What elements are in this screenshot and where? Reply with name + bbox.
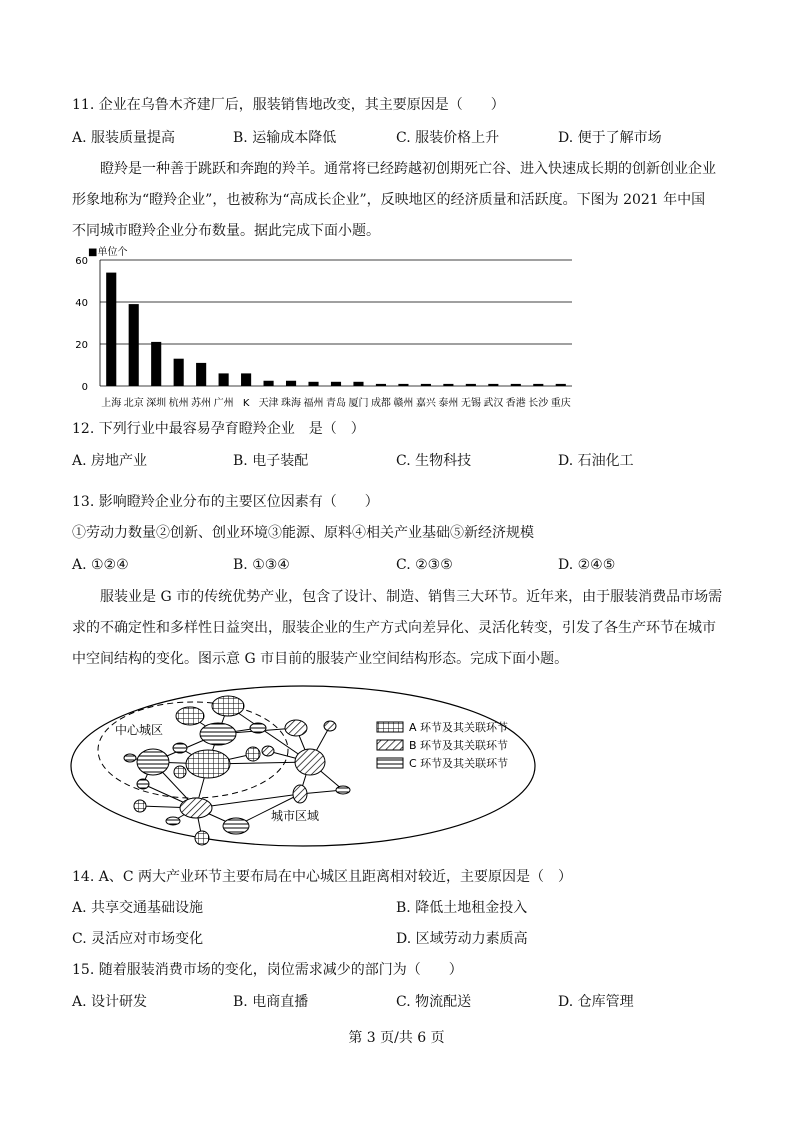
q14-option-d[interactable]: D. 区域劳动力素质高: [396, 931, 528, 947]
x-tick-label-12: 成都: [370, 398, 391, 409]
x-tick-label-13: 赣州: [393, 398, 414, 409]
q13-stem: 13. 影响瞪羚企业分布的主要区位因素有（ ）: [72, 494, 379, 510]
bar-19: [533, 384, 543, 386]
q14-stem: 14. A、C 两大产业环节主要布局在中心城区且距离相对较近，主要原因是（ ）: [72, 869, 572, 885]
legend-b-swatch: [377, 740, 403, 750]
q13-factors: ①劳动力数量②创新、创业环境③能源、原料④相关产业基础⑤新经济规模: [72, 525, 534, 541]
x-tick-label-20: 重庆: [550, 398, 571, 409]
q11-option-c[interactable]: C. 服装价格上升: [396, 130, 500, 146]
legend-c-label: C 环节及其关联环节: [409, 757, 509, 770]
x-tick-label-2: 深圳: [146, 398, 167, 409]
bar-12: [376, 384, 386, 386]
x-tick-label-4: 苏州: [191, 398, 212, 409]
x-tick-label-15: 泰州: [438, 398, 459, 409]
bar-20: [556, 384, 566, 386]
q15-option-c[interactable]: C. 物流配送: [396, 994, 472, 1010]
q15-option-b[interactable]: B. 电商直播: [233, 994, 309, 1010]
q13-option-a[interactable]: A. ①②④: [72, 557, 129, 573]
passage2-line-1: 服装业是 G 市的传统优势产业，包含了设计、制造、销售三大环节。近年来，由于服装消费品市场需: [100, 589, 723, 605]
y-tick-label-40: 40: [75, 298, 88, 309]
q11-option-d[interactable]: D. 便于了解市场: [558, 130, 662, 146]
legend-a-swatch: [377, 722, 403, 732]
bar-3: [174, 359, 184, 386]
q11-option-a[interactable]: A. 服装质量提高: [72, 130, 176, 146]
bar-9: [308, 382, 318, 386]
passage1-line-1: 瞪羚是一种善于跳跃和奔跑的羚羊。通常将已经跨越初创期死亡谷、进入快速成长期的创新创业企业: [100, 161, 716, 177]
garment-industry-spatial-diagram: [68, 678, 538, 848]
q15-option-a[interactable]: A. 设计研发: [72, 994, 148, 1010]
y-tick-label-20: 20: [75, 340, 88, 351]
bar-7: [264, 381, 274, 386]
bar-2: [151, 342, 161, 386]
bar-1: [129, 304, 139, 386]
bar-6: [241, 373, 251, 386]
q12-option-d[interactable]: D. 石油化工: [558, 453, 634, 469]
x-tick-label-18: 香港: [505, 398, 526, 409]
x-tick-label-11: 厦门: [348, 398, 369, 409]
q13-option-c[interactable]: C. ②③⑤: [396, 557, 453, 573]
passage2-line-3: 中空间结构的变化。图示意 G 市目前的服装产业空间结构形态。完成下面小题。: [72, 651, 569, 667]
q14-option-a[interactable]: A. 共享交通基础设施: [72, 900, 204, 916]
bar-10: [331, 382, 341, 386]
x-tick-label-6: K: [242, 398, 250, 409]
x-tick-label-10: 青岛: [326, 398, 346, 409]
legend-b-label: B 环节及其关联环节: [409, 739, 509, 752]
q14-option-c[interactable]: C. 灵活应对市场变化: [72, 931, 204, 947]
bar-8: [286, 381, 296, 386]
legend-c-swatch: [377, 758, 403, 768]
q12-option-b[interactable]: B. 电子装配: [233, 453, 309, 469]
x-tick-label-16: 无锡: [460, 398, 481, 409]
gazelle-enterprise-bar-chart: [70, 243, 590, 413]
q12-option-a[interactable]: A. 房地产业: [72, 453, 148, 469]
bar-5: [219, 373, 229, 386]
bar-4: [196, 363, 206, 386]
bar-17: [488, 384, 498, 386]
q11-stem: 11. 企业在乌鲁木齐建厂后，服装销售地改变，其主要原因是（ ）: [72, 97, 505, 113]
diagram-legend: [377, 720, 508, 770]
q13-option-d[interactable]: D. ②④⑤: [558, 557, 616, 573]
x-tick-label-0: 上海: [101, 398, 122, 409]
passage1-line-2: 形象地称为“瞪羚企业”，也被称为“高成长企业”，反映地区的经济质量和活跃度。下图为 2021 年中国: [72, 192, 706, 208]
bar-13: [398, 384, 408, 386]
q15-option-d[interactable]: D. 仓库管理: [558, 994, 634, 1010]
q13-option-b[interactable]: B. ①③④: [233, 557, 290, 573]
x-tick-label-9: 福州: [303, 398, 324, 409]
bar-11: [353, 382, 363, 386]
city-region-label: 城市区域: [271, 809, 320, 823]
bar-0: [106, 273, 116, 386]
y-tick-label-60: 60: [75, 256, 88, 267]
y-tick-label-0: 0: [81, 382, 88, 393]
q12-stem: 12. 下列行业中最容易孕育瞪羚企业 是（ ）: [72, 421, 365, 437]
q12-option-c[interactable]: C. 生物科技: [396, 453, 472, 469]
bar-15: [443, 384, 453, 386]
q15-stem: 15. 随着服装消费市场的变化，岗位需求减少的部门为（ ）: [72, 962, 463, 978]
bar-14: [421, 384, 431, 386]
page-footer: 第 3 页/共 6 页: [348, 1030, 445, 1046]
x-tick-label-8: 珠海: [281, 398, 302, 409]
center-district-label: 中心城区: [115, 723, 164, 737]
bar-18: [511, 384, 521, 386]
x-tick-label-17: 武汉: [483, 398, 504, 409]
passage1-line-3: 不同城市瞪羚企业分布数量。据此完成下面小题。: [72, 223, 380, 239]
q14-option-b[interactable]: B. 降低土地租金投入: [396, 900, 528, 916]
bar-16: [466, 384, 476, 386]
chart-legend: ■单位个: [88, 247, 128, 258]
x-tick-label-1: 北京: [123, 398, 144, 409]
passage2-line-2: 求的不确定性和多样性日益突出，服装企业的生产方式向差异化、灵活化转变，引发了各生产环节在城市: [72, 620, 716, 636]
x-tick-label-7: 天津: [258, 398, 279, 409]
x-tick-label-5: 广州: [213, 398, 234, 409]
q11-option-b[interactable]: B. 运输成本降低: [233, 130, 337, 146]
x-tick-label-14: 嘉兴: [415, 398, 436, 409]
legend-a-label: A 环节及其关联环节: [409, 721, 509, 734]
x-tick-label-3: 杭州: [168, 398, 189, 409]
x-tick-label-19: 长沙: [528, 398, 549, 409]
